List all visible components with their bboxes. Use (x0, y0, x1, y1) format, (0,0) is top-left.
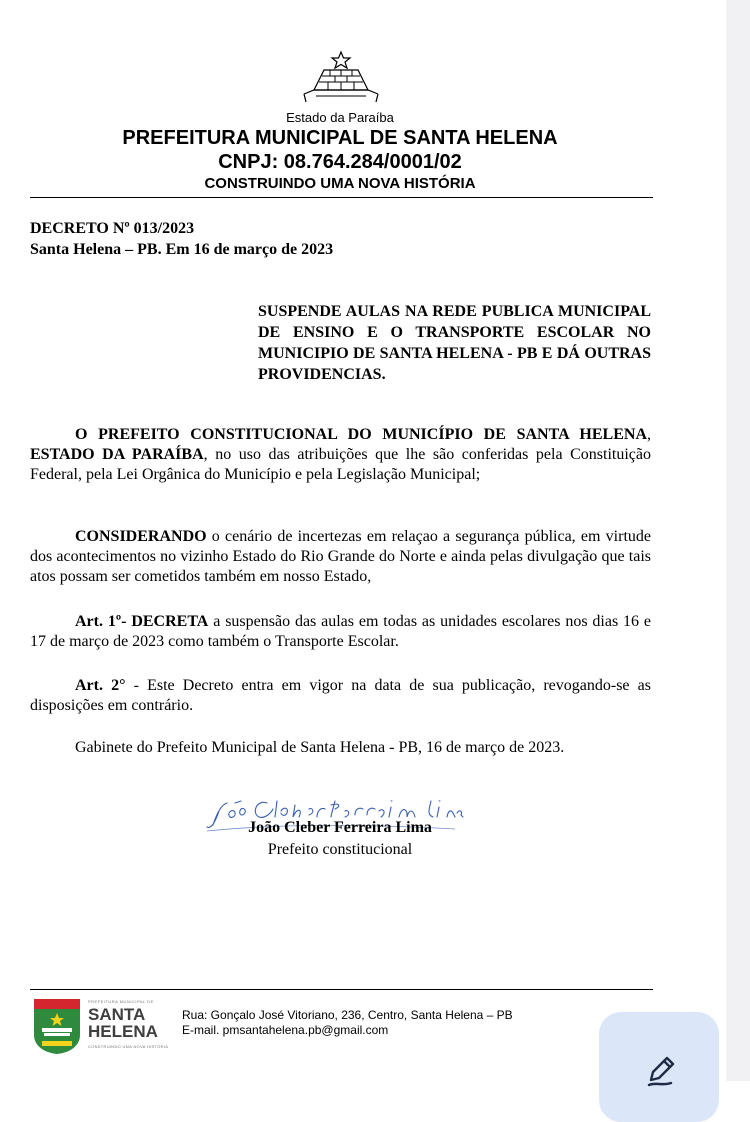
decree-heading (30, 218, 333, 260)
state-coat-of-arms-icon (300, 50, 382, 114)
city-logo-icon (32, 997, 82, 1055)
edit-pen-icon (643, 1052, 679, 1088)
slogan: CONSTRUINDO UMA NOVA HISTÓRIA (204, 175, 476, 192)
paragraph-preamble (30, 425, 651, 485)
prefecture-title: PREFEITURA MUNICIPAL DE SANTA HELENA (122, 127, 558, 149)
right-scroll-strip (726, 0, 750, 1081)
considering-text: o cenário de incertezas em relaçao a segurança pública, em virtude dos acontecimentos no vizinho Estado do Rio Grande do Norte e ainda pelas divulgação que tais atos possam ser cometidos também em nosso Estado, (30, 528, 651, 585)
footer-brand-name (88, 1006, 158, 1040)
preamble-bold: O PREFEITO CONSTITUCIONAL DO MUNICÍPIO DE SANTA HELENA (75, 426, 647, 443)
article-1-text: a suspensão das aulas em todas as unidades escolares nos dias 16 e 17 de março de 2023 como também o Transporte Escolar. (30, 613, 652, 650)
footer-divider (30, 989, 653, 990)
state-name: Estado da Paraíba (286, 110, 394, 125)
footer-email: E-mail. pmsantahelena.pb@gmail.com (182, 1023, 389, 1037)
decree-summary: SUSPENDE AULAS NA REDE PUBLICA MUNICIPAL DE ENSINO E O TRANSPORTE ESCOLAR NO MUNICIPIO DE SANTA HELENA - PB E DÁ OUTRAS PROVIDENCIAS. (258, 303, 651, 383)
article-2-text: - Este Decreto entra em vigor na data de sua publicação, revogando-se as disposições em contrário. (30, 677, 651, 714)
signer-role: Prefeito constitucional (267, 841, 413, 858)
footer-brand-caption: PREFEITURA MUNICIPAL DE (88, 999, 154, 1004)
paragraph-article-1 (30, 612, 651, 652)
decree-place-date: Santa Helena – PB. Em 16 de março de 2023 (30, 241, 334, 258)
paragraph-article-2 (30, 676, 651, 716)
footer-brand-line-2: HELENA (88, 1022, 158, 1041)
paragraph-closing: Gabinete do Prefeito Municipal de Santa Helena - PB, 16 de março de 2023. (75, 739, 565, 756)
signer-name: João Cleber Ferreira Lima (248, 819, 432, 836)
considering-bold: CONSIDERANDO (75, 528, 207, 545)
decree-number: DECRETO Nº 013/2023 (30, 220, 195, 237)
article-1-bold: Art. 1º- DECRETA (75, 613, 209, 630)
preamble-bold-state: ESTADO DA PARAÍBA (30, 446, 204, 463)
cnpj: CNPJ: 08.764.284/0001/02 (218, 151, 462, 173)
edit-fab-button[interactable] (599, 1012, 719, 1122)
header-divider (30, 197, 653, 198)
paragraph-considering (30, 527, 651, 587)
footer-brand-line-1: SANTA (88, 1005, 146, 1024)
article-2-bold: Art. 2° (75, 677, 126, 694)
footer-contact (182, 1008, 513, 1038)
preamble-separator: , (647, 426, 651, 443)
footer-address: Rua: Gonçalo José Vitoriano, 236, Centro, Santa Helena – PB (182, 1008, 513, 1022)
footer-brand-tagline: CONSTRUINDO UMA NOVA HISTÓRIA (88, 1044, 169, 1049)
preamble-text: , no uso das atribuições que lhe são conferidas pela Constituição Federal, pela Lei Orgânica do Município e pela Legislação Municipal; (30, 446, 651, 483)
